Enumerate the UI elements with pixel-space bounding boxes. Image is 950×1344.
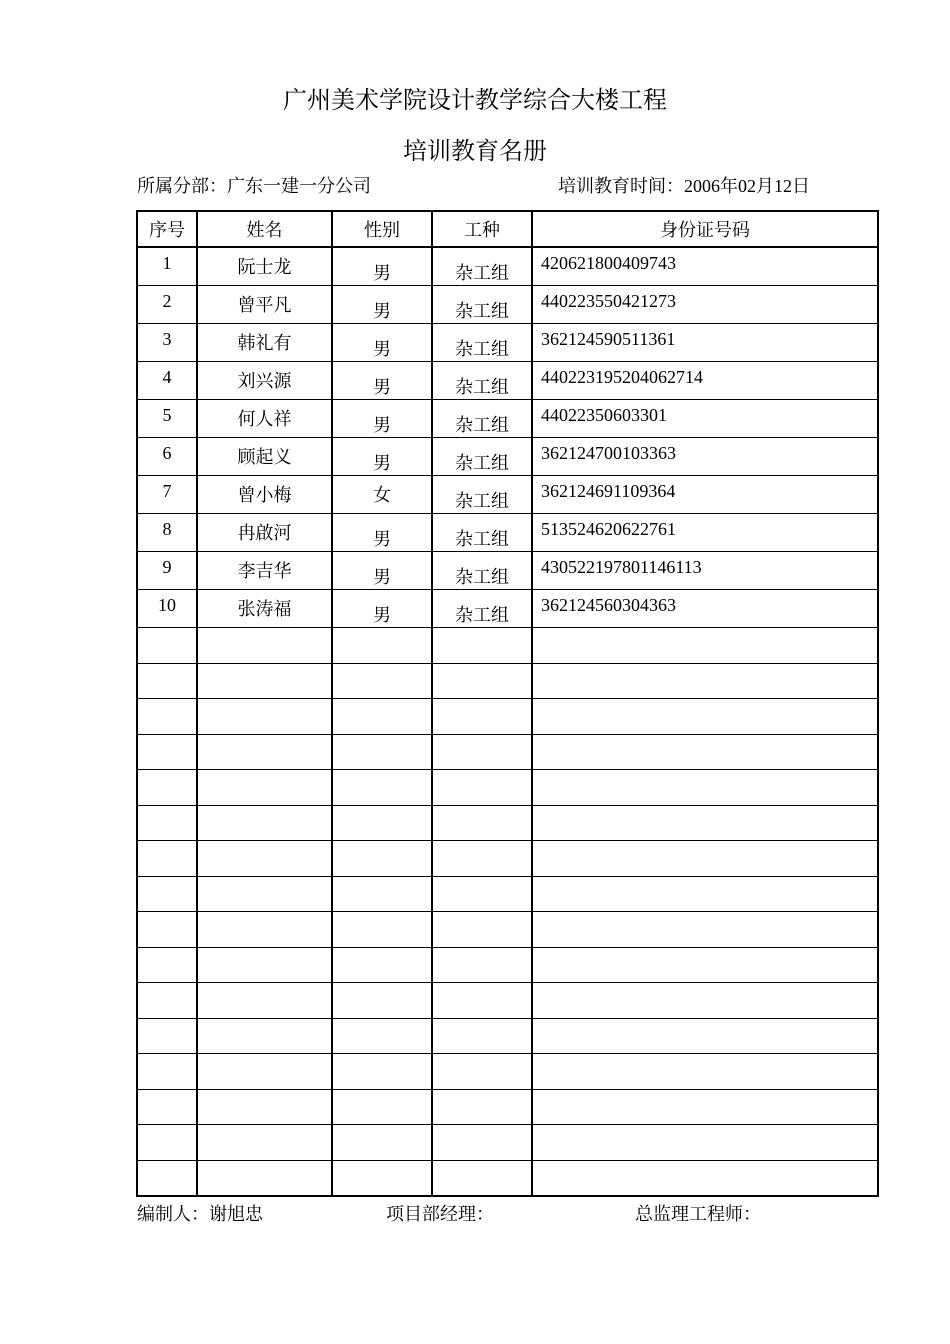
empty-cell-gender [332,663,432,699]
empty-table-row [137,1018,878,1054]
cell-gender: 男 [332,362,432,400]
empty-cell-name [197,770,332,806]
table-row [137,400,878,438]
cell-gender: 男 [332,286,432,324]
empty-table-row [137,1054,878,1090]
cell-trade: 杂工组 [432,324,532,362]
empty-cell-gender [332,734,432,770]
empty-cell-trade [432,1160,532,1196]
table-row [137,286,878,324]
cell-trade: 杂工组 [432,476,532,514]
cell-trade: 杂工组 [432,438,532,476]
cell-number: 5 [137,400,197,438]
empty-table-row [137,912,878,948]
empty-cell-id-number [532,1054,878,1090]
training-roster-table [136,210,879,1197]
empty-cell-name [197,841,332,877]
document-subtitle: 培训教育名册 [403,139,547,165]
empty-table-row [137,1160,878,1196]
empty-cell-name [197,734,332,770]
empty-cell-number [137,734,197,770]
empty-cell-number [137,663,197,699]
cell-number: 6 [137,438,197,476]
cell-number: 9 [137,552,197,590]
empty-table-row [137,983,878,1019]
empty-cell-gender [332,805,432,841]
project-manager-label: 项目部经理： [386,1204,494,1224]
table-body [137,247,878,1196]
cell-number: 7 [137,476,197,514]
cell-trade: 杂工组 [432,400,532,438]
empty-cell-name [197,805,332,841]
empty-cell-trade [432,1054,532,1090]
empty-cell-gender [332,876,432,912]
empty-cell-name [197,663,332,699]
cell-gender: 男 [332,247,432,286]
cell-number: 8 [137,514,197,552]
cell-gender: 男 [332,552,432,590]
empty-cell-gender [332,1054,432,1090]
cell-id-number: 420621800409743 [532,247,878,286]
empty-cell-id-number [532,770,878,806]
empty-cell-trade [432,628,532,664]
table-row [137,590,878,628]
cell-id-number: 362124590511361 [532,324,878,362]
empty-cell-gender [332,841,432,877]
empty-table-row [137,841,878,877]
empty-cell-gender [332,947,432,983]
empty-cell-id-number [532,1125,878,1161]
empty-cell-number [137,699,197,735]
empty-cell-id-number [532,734,878,770]
cell-number: 3 [137,324,197,362]
empty-table-row [137,1125,878,1161]
chief-supervisor-label: 总监理工程师： [635,1204,761,1224]
empty-cell-id-number [532,1089,878,1125]
cell-trade: 杂工组 [432,286,532,324]
empty-cell-name [197,1054,332,1090]
cell-id-number: 440223195204062714 [532,362,878,400]
empty-cell-name [197,628,332,664]
empty-cell-id-number [532,876,878,912]
cell-name: 曾平凡 [197,286,332,324]
cell-trade: 杂工组 [432,590,532,628]
table-row [137,552,878,590]
empty-table-row [137,947,878,983]
empty-cell-trade [432,841,532,877]
cell-name: 张涛福 [197,590,332,628]
empty-cell-name [197,1160,332,1196]
table-row [137,247,878,286]
empty-cell-gender [332,770,432,806]
document-title: 广州美术学院设计教学综合大楼工程 [283,88,667,114]
empty-cell-trade [432,805,532,841]
empty-table-row [137,876,878,912]
empty-cell-id-number [532,663,878,699]
cell-gender: 男 [332,324,432,362]
empty-cell-id-number [532,947,878,983]
empty-cell-number [137,1054,197,1090]
cell-id-number: 362124691109364 [532,476,878,514]
cell-name: 顾起义 [197,438,332,476]
empty-cell-trade [432,734,532,770]
empty-cell-trade [432,663,532,699]
empty-cell-number [137,1018,197,1054]
empty-cell-name [197,1089,332,1125]
empty-cell-id-number [532,912,878,948]
empty-cell-trade [432,876,532,912]
cell-trade: 杂工组 [432,362,532,400]
table-header-row [137,211,878,247]
empty-cell-gender [332,1125,432,1161]
empty-cell-id-number [532,983,878,1019]
cell-id-number: 513524620622761 [532,514,878,552]
cell-number: 1 [137,247,197,286]
empty-cell-gender [332,983,432,1019]
cell-name: 冉啟河 [197,514,332,552]
header-name: 姓名 [197,211,332,247]
empty-cell-id-number [532,805,878,841]
cell-number: 2 [137,286,197,324]
empty-cell-name [197,912,332,948]
empty-cell-trade [432,912,532,948]
empty-cell-gender [332,1089,432,1125]
empty-cell-id-number [532,628,878,664]
empty-cell-name [197,947,332,983]
empty-cell-id-number [532,841,878,877]
empty-cell-number [137,947,197,983]
empty-table-row [137,628,878,664]
empty-cell-gender [332,699,432,735]
cell-name: 李吉华 [197,552,332,590]
empty-cell-trade [432,983,532,1019]
empty-table-row [137,663,878,699]
empty-cell-number [137,1160,197,1196]
empty-cell-name [197,983,332,1019]
empty-cell-name [197,1018,332,1054]
empty-cell-id-number [532,699,878,735]
cell-name: 韩礼有 [197,324,332,362]
table-row [137,476,878,514]
empty-cell-trade [432,1018,532,1054]
cell-id-number: 430522197801146113 [532,552,878,590]
header-gender: 性别 [332,211,432,247]
empty-cell-number [137,805,197,841]
header-trade: 工种 [432,211,532,247]
empty-table-row [137,805,878,841]
division-label: 所属分部：广东一建一分公司 [137,176,371,196]
empty-cell-name [197,876,332,912]
empty-cell-trade [432,1125,532,1161]
header-number: 序号 [137,211,197,247]
empty-cell-trade [432,1089,532,1125]
cell-trade: 杂工组 [432,514,532,552]
cell-name: 曾小梅 [197,476,332,514]
empty-cell-gender [332,1160,432,1196]
empty-cell-number [137,876,197,912]
empty-cell-id-number [532,1160,878,1196]
cell-id-number: 440223550421273 [532,286,878,324]
table-row [137,362,878,400]
empty-cell-gender [332,1018,432,1054]
empty-table-row [137,1089,878,1125]
empty-cell-gender [332,912,432,948]
cell-gender: 男 [332,438,432,476]
empty-cell-trade [432,770,532,806]
cell-gender: 男 [332,590,432,628]
header-id-number: 身份证号码 [532,211,878,247]
empty-cell-trade [432,699,532,735]
cell-trade: 杂工组 [432,552,532,590]
empty-table-row [137,734,878,770]
cell-name: 刘兴源 [197,362,332,400]
cell-id-number: 362124700103363 [532,438,878,476]
cell-name: 阮士龙 [197,247,332,286]
empty-cell-number [137,628,197,664]
cell-id-number: 44022350603301 [532,400,878,438]
compiler-label: 编制人：谢旭忠 [137,1204,263,1224]
cell-gender: 男 [332,514,432,552]
cell-gender: 女 [332,476,432,514]
empty-table-row [137,770,878,806]
table-row [137,438,878,476]
cell-trade: 杂工组 [432,247,532,286]
training-date-label: 培训教育时间：2006年02月12日 [558,176,810,196]
empty-cell-name [197,1125,332,1161]
table-row [137,514,878,552]
cell-gender: 男 [332,400,432,438]
empty-cell-number [137,841,197,877]
cell-name: 何人祥 [197,400,332,438]
empty-cell-id-number [532,1018,878,1054]
empty-cell-number [137,1125,197,1161]
empty-cell-number [137,1089,197,1125]
cell-number: 10 [137,590,197,628]
empty-cell-number [137,912,197,948]
empty-cell-gender [332,628,432,664]
empty-cell-trade [432,947,532,983]
empty-cell-name [197,699,332,735]
cell-id-number: 362124560304363 [532,590,878,628]
table-row [137,324,878,362]
empty-cell-number [137,983,197,1019]
empty-table-row [137,699,878,735]
empty-cell-number [137,770,197,806]
cell-number: 4 [137,362,197,400]
